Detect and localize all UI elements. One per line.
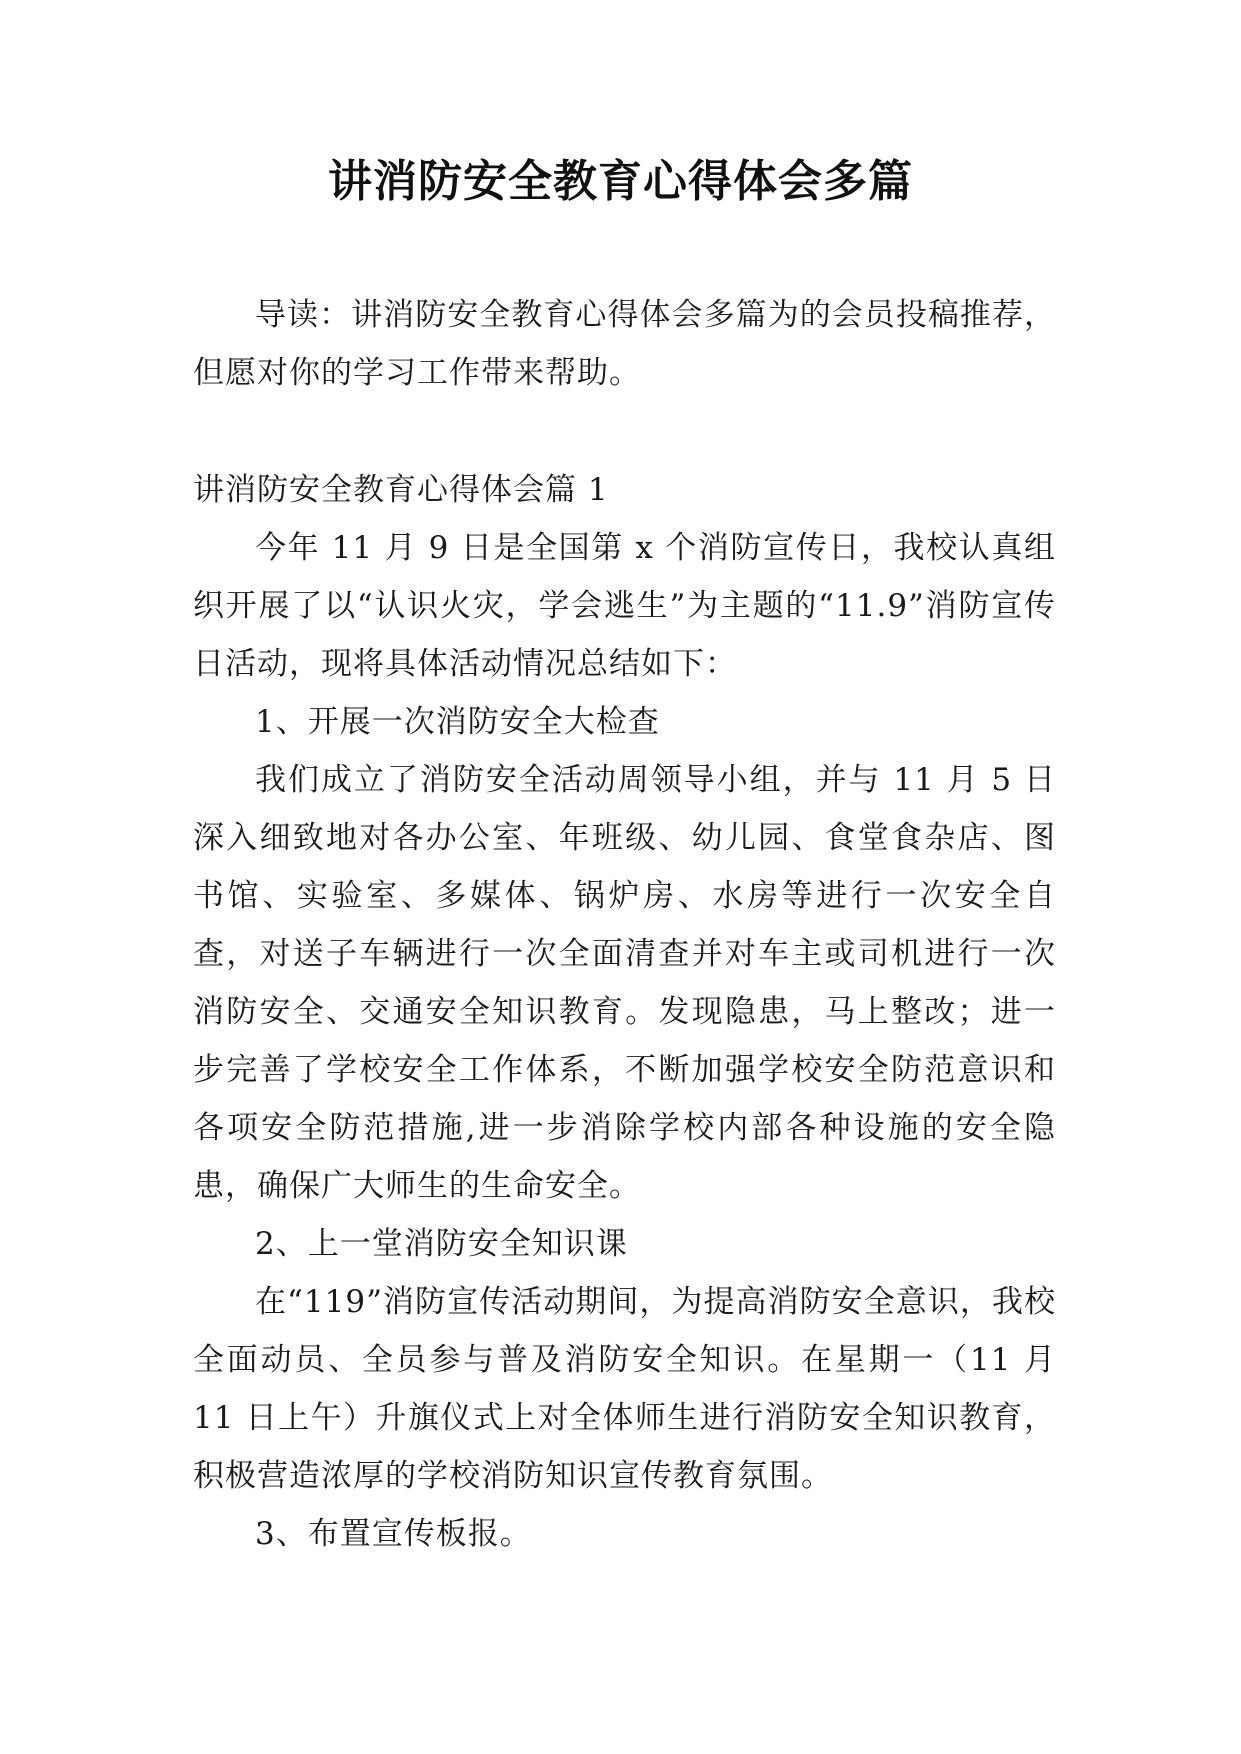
list-heading-1: 1、开展一次消防安全大检查 [255,704,660,740]
intro-paragraph: 导读：讲消防安全教育心得体会多篇为的会员投稿推荐，但愿对你的学习工作带来帮助。 [193,297,1056,391]
body-paragraph-3: 在“119”消防宣传活动期间，为提高消防安全意识，我校全面动员、全员参与普及消防安全知识。在星期一（11 月 11 日上午）升旗仪式上对全体师生进行消防安全知识教育，积极营造浓厚的学校消防知识宣传教育氛围。 [193,1284,1056,1494]
body-paragraph-2: 我们成立了消防安全活动周领导小组，并与 11 月 5 日深入细致地对各办公室、年班级、幼儿园、食堂食杂店、图书馆、实验室、多媒体、锅炉房、水房等进行一次安全自查，对送子车辆进行一次全面清查并对车主或司机进行一次消防安全、交通安全知识教育。发现隐患，马上整改；进一步完善了学校安全工作体系，不断加强学校安全防范意识和各项安全防范措施,进一步消除学校内部各种设施的安全隐患，确保广大师生的生命安全。 [193,762,1056,1204]
document-title: 讲消防安全教育心得体会多篇 [328,156,913,207]
section-content [193,461,1056,1563]
body-paragraph-1: 今年 11 月 9 日是全国第 x 个消防宣传日，我校认真组织开展了以“认识火灾，学会逃生”为主题的“11.9”消防宣传日活动，现将具体活动情况总结如下： [193,530,1056,682]
section-heading: 讲消防安全教育心得体会篇 1 [193,472,609,508]
list-heading-3: 3、布置宣传板报。 [255,1516,532,1552]
list-heading-2: 2、上一堂消防安全知识课 [255,1226,628,1262]
intro-block [193,286,1056,402]
